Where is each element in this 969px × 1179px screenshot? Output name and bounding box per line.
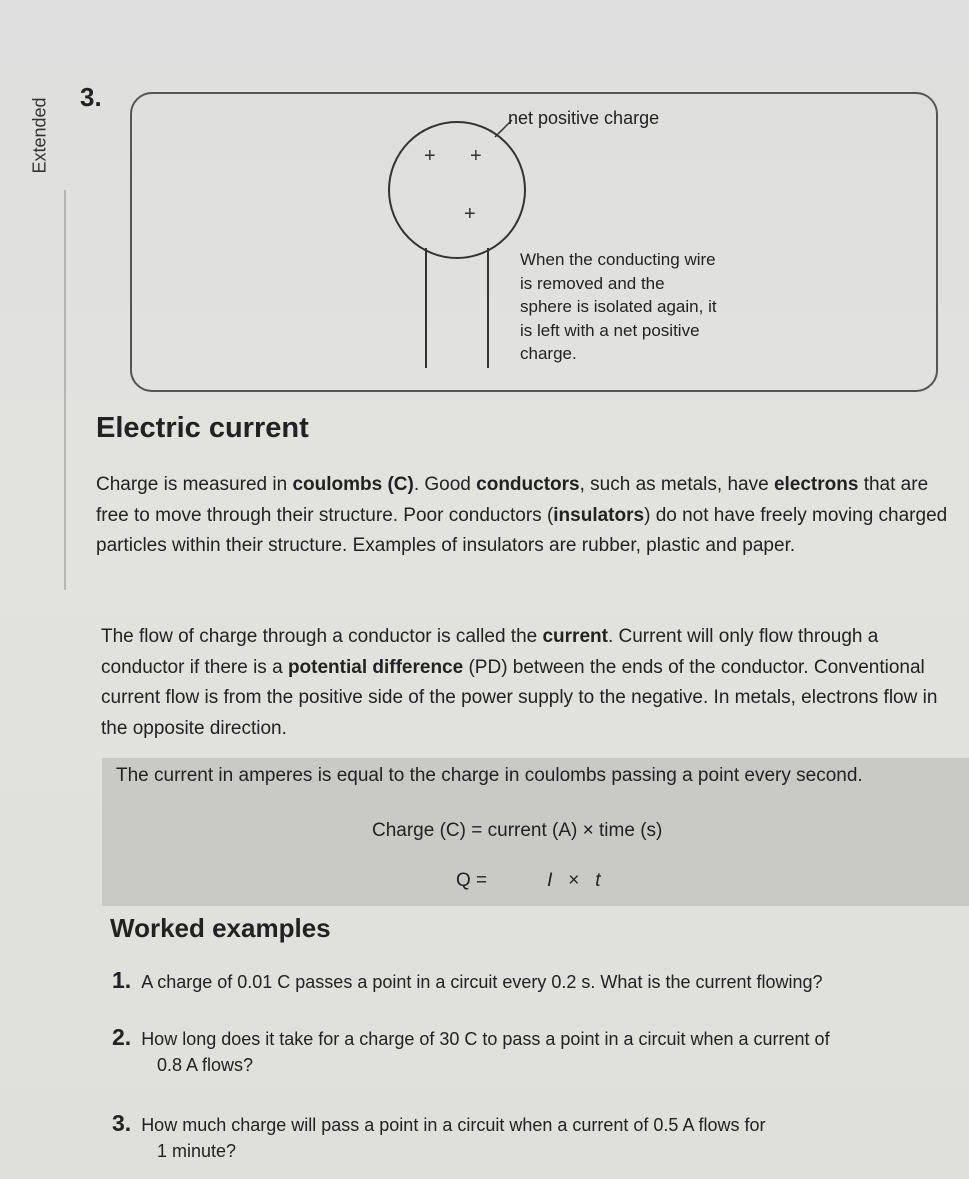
symbol-times: × (568, 870, 580, 891)
example-text: How long does it take for a charge of 30 C to pass a point in a circuit when a current of (141, 1029, 830, 1049)
example-number: 3. (112, 1110, 132, 1136)
question-number: 3. (80, 82, 102, 112)
word-equation: Charge (C) = current (A) × time (s) (372, 820, 663, 841)
term-conductors: conductors (476, 474, 580, 495)
worked-example-1 (112, 967, 962, 995)
term-potential-difference: potential difference (287, 656, 464, 678)
diagram-note: When the conducting wire is removed and the sphere is isolated again, it is left with a net positive charge. (520, 250, 717, 363)
plus-charge-2: + (470, 145, 482, 167)
term-coulombs: coulombs (C) (292, 474, 414, 495)
symbol-q: Q = (456, 870, 488, 891)
side-tab-label: Extended (29, 96, 50, 174)
net-positive-charge-label: net positive charge (508, 108, 660, 128)
example-text-cont: 0.8 A flows? (157, 1055, 254, 1075)
example-number: 1. (112, 967, 132, 993)
paragraph-charge: Charge is measured in coulombs (C). Good conductors, such as metals, have electrons that are free to move through their structure. Poor conductors (insulators) do not have freely moving charged particles within their structure. Examples of insulators are rubber, plastic and paper. (96, 474, 948, 556)
example-text-cont: 1 minute? (157, 1141, 237, 1161)
example-text: How much charge will pass a point in a circuit when a current of 0.5 A flows for (141, 1115, 766, 1135)
term-insulators: insulators (553, 504, 645, 526)
section-title: Electric current (96, 412, 309, 444)
term-electrons: electrons (773, 474, 859, 495)
example-text: A charge of 0.01 C passes a point in a circuit every 0.2 s. What is the current flowing? (141, 972, 823, 992)
symbol-i: I (547, 870, 553, 891)
symbol-equation (456, 870, 601, 892)
charged-sphere-diagram (0, 0, 969, 400)
worked-examples-title: Worked examples (110, 913, 331, 943)
formula-intro: The current in amperes is equal to the charge in coulombs passing a point every second. (116, 765, 863, 786)
worked-example-2 (112, 1024, 969, 1078)
plus-charge-3: + (464, 203, 476, 225)
sphere-circle (389, 122, 525, 258)
plus-charge-1: + (424, 145, 436, 167)
worked-example-3 (112, 1110, 969, 1164)
example-number: 2. (112, 1024, 132, 1050)
term-current: current (542, 626, 608, 647)
symbol-t: t (595, 870, 601, 891)
paragraph-current: The flow of charge through a conductor is called the current. Current will only flow through a conductor if there is a potential difference (PD) between the ends of the conductor. Conventional current flow is from the positive side of the power supply to the negative. In metals, electrons flow in the opposite direction. (101, 626, 938, 739)
